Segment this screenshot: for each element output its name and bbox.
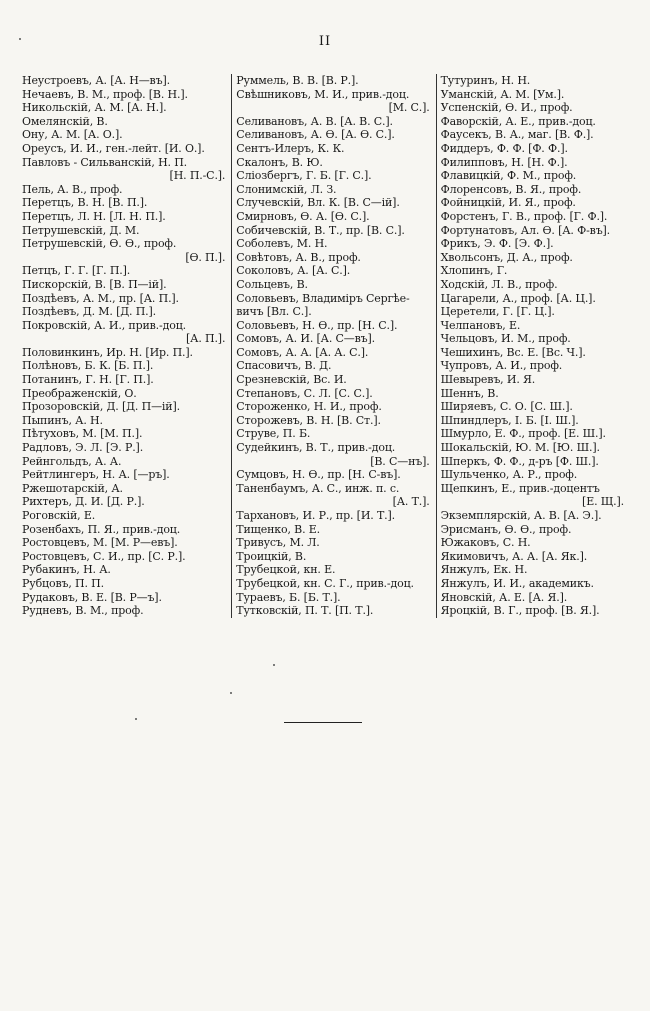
list-entry: Флоренсовъ, В. Я., проф. [440, 182, 582, 196]
list-entry: [В. С—нъ]. [370, 454, 430, 468]
contributors-list [22, 74, 626, 618]
list-entry: Рубцовъ, П. П. [22, 576, 104, 590]
list-entry: Ореусъ, И. И., ген.-лейт. [И. О.]. [22, 141, 205, 155]
list-entry: Сомовъ, А. А. [А. А. С.]. [236, 345, 369, 359]
list-entry: Ону, А. М. [А. О.]. [22, 128, 123, 142]
list-entry: Якимовичъ, А. А. [А. Як.]. [440, 549, 588, 563]
list-entry: Полѣновъ, Б. К. [Б. П.]. [22, 359, 154, 373]
list-entry: Фаворскій, А. Е., прив.-доц. [440, 114, 596, 128]
list-entry: Эрисманъ, Ѳ. Ѳ., проф. [440, 522, 572, 536]
list-entry: Преображенскій, О. [22, 386, 137, 400]
list-entry: Яроцкій, В. Г., проф. [В. Я.]. [440, 604, 600, 618]
speck [135, 718, 137, 720]
list-entry: Никольскій, А. М. [А. Н.]. [22, 101, 167, 115]
list-entry: Поздѣевъ, А. М., пр. [А. П.]. [22, 291, 179, 305]
list-entry: Рихтеръ, Д. И. [Д. Р.]. [22, 495, 145, 509]
list-entry: Шпиндлеръ, І. Б. [І. Ш.]. [440, 413, 579, 427]
list-entry: Половинкинъ, Ир. Н. [Ир. П.]. [22, 345, 193, 359]
list-entry: Селивановъ, А. В. [А. В. С.]. [236, 114, 393, 128]
list-entry: Хлопинъ, Г. [440, 264, 508, 278]
list-entry: [Н. П.-С.]. [169, 169, 226, 183]
list-entry: Шперкъ, Ф. Ф., д-ръ [Ф. Ш.]. [440, 454, 599, 468]
list-entry: Перетцъ, В. Н. [В. П.]. [22, 196, 148, 210]
list-entry: Тищенко, В. Е. [236, 522, 321, 536]
list-entry: Степановъ, С. Л. [С. С.]. [236, 386, 373, 400]
list-entry: Ходскій, Л. В., проф. [440, 277, 558, 291]
speck [19, 38, 21, 40]
list-entry: Янжулъ, Ек. Н. [440, 563, 528, 577]
column-3 [436, 74, 626, 618]
list-entry: Флавицкій, Ф. М., проф. [440, 169, 577, 183]
list-entry: Собичевскій, В. Т., пр. [В. С.]. [236, 223, 405, 237]
list-entry: Сумцовъ, Н. Ѳ., пр. [Н. С-въ]. [236, 468, 401, 482]
list-entry: Павловъ - Сильванскій, Н. П. [22, 155, 188, 169]
list-entry: Цагарели, А., проф. [А. Ц.]. [440, 291, 596, 305]
list-entry: Форстенъ, Г. В., проф. [Г. Ф.]. [440, 209, 608, 223]
list-entry: [М. С.]. [388, 101, 430, 115]
list-entry: Прозоровскій, Д. [Д. П—ій]. [22, 400, 180, 414]
list-entry: Шульченко, А. Р., проф. [440, 468, 578, 482]
list-entry: Ростовцевъ, М. [М. Р—евъ]. [22, 536, 178, 550]
list-entry: Шевыревъ, И. Я. [440, 373, 536, 387]
list-entry: Петцъ, Г. Г. [Г. П.]. [22, 264, 131, 278]
end-rule [284, 722, 362, 723]
list-entry: Случевскій, Вл. К. [В. С—ій]. [236, 196, 400, 210]
list-entry: Чупровъ, А. И., проф. [440, 359, 563, 373]
list-entry: [Ѳ. П.]. [185, 250, 226, 264]
list-entry: Фортунатовъ, Ал. Ѳ. [А. Ф-въ]. [440, 223, 611, 237]
list-entry: Покровскій, А. И., прив.-доц. [22, 318, 186, 332]
list-entry: Судейкинъ, В. Т., прив.-доц. [236, 441, 396, 455]
column-1 [22, 74, 231, 618]
list-entry: Фаусекъ, В. А., маг. [В. Ф.]. [440, 128, 594, 142]
list-entry: Трубецкой, кн. С. Г., прив.-доц. [236, 576, 414, 590]
list-entry: [Е. Щ.]. [582, 495, 624, 509]
list-entry: Розенбахъ, П. Я., прив.-доц. [22, 522, 181, 536]
list-entry: Соболевъ, М. Н. [236, 237, 328, 251]
list-entry: Хвольсонъ, Д. А., проф. [440, 250, 573, 264]
list-entry: Скалонъ, В. Ю. [236, 155, 323, 169]
list-entry: Струве, П. Б. [236, 427, 311, 441]
list-entry: Уманскій, А. М. [Ум.]. [440, 87, 565, 101]
list-entry: Рубакинъ, Н. А. [22, 563, 111, 577]
list-entry: Яновскій, А. Е. [А. Я.]. [440, 590, 568, 604]
list-entry: Рудневъ, В. М., проф. [22, 604, 144, 618]
list-entry: Роговскій, Е. [22, 509, 96, 522]
list-entry: Поздѣевъ, Д. М. [Д. П.]. [22, 305, 157, 319]
list-entry: Церетели, Г. [Г. Ц.]. [440, 305, 555, 319]
list-entry: Успенскій, Ѳ. И., проф. [440, 101, 573, 115]
list-entry: Южаковъ, С. Н. [440, 536, 531, 550]
list-entry: Селивановъ, А. Ѳ. [А. Ѳ. С.]. [236, 128, 395, 142]
list-entry: Экземплярскій, А. В. [А. Э.]. [440, 509, 602, 522]
list-entry: Сторожевъ, В. Н. [В. Ст.]. [236, 413, 381, 427]
list-entry: Трубецкой, кн. Е. [236, 563, 336, 577]
list-entry: Фиддеръ, Ф. Ф. [Ф. Ф.]. [440, 141, 568, 155]
list-entry: Сомовъ, А. И. [А. С—въ]. [236, 332, 376, 346]
list-entry: Потанинъ, Г. Н. [Г. П.]. [22, 373, 154, 387]
list-entry: Рейтлингеръ, Н. А. [—ръ]. [22, 468, 170, 482]
list-entry: Совѣтовъ, А. В., проф. [236, 250, 361, 264]
list-entry: Таненбаумъ, А. С., инж. п. с. [236, 481, 400, 495]
list-entry: Соколовъ, А. [А. С.]. [236, 264, 351, 278]
list-entry: Перетцъ, Л. Н. [Л. Н. П.]. [22, 209, 166, 223]
list-entry: [А. П.]. [186, 332, 226, 346]
list-entry: Срезневскій, Вс. И. [236, 373, 347, 387]
page-number: II [318, 34, 332, 49]
list-entry: Рейнгольдъ, А. А. [22, 454, 122, 468]
list-entry: Щепкинъ, Е., прив.-доцентъ [440, 481, 600, 495]
list-entry: Пыпинъ, А. Н. [22, 413, 103, 427]
list-entry: Соловьевъ, Владиміръ Сергѣе- [236, 291, 410, 305]
list-entry: Сліозбергъ, Г. Б. [Г. С.]. [236, 169, 372, 183]
list-entry: Тархановъ, И. Р., пр. [И. Т.]. [236, 509, 395, 522]
list-entry: Фрикъ, Э. Ф. [Э. Ф.]. [440, 237, 554, 251]
list-entry: Стороженко, Н. И., проф. [236, 400, 382, 414]
list-entry: Пискорскій, В. [В. П—ій]. [22, 277, 167, 291]
list-entry: Филипповъ, Н. [Н. Ф.]. [440, 155, 568, 169]
list-entry: Руммель, В. В. [В. Р.]. [236, 74, 359, 87]
list-entry: вичъ [Вл. С.]. [236, 305, 312, 319]
list-entry: Пѣтуховъ, М. [М. П.]. [22, 427, 143, 441]
list-entry: Рудаковъ, В. Е. [В. Р—ъ]. [22, 590, 162, 604]
list-entry: Ростовцевъ, С. И., пр. [С. Р.]. [22, 549, 186, 563]
list-entry: Сентъ-Илеръ, К. К. [236, 141, 345, 155]
list-entry: Чельцовъ, И. М., проф. [440, 332, 571, 346]
list-entry: Шеннъ, В. [440, 386, 499, 400]
list-entry: Пель, А. В., проф. [22, 182, 123, 196]
list-entry: Петрушевскій, Ѳ. Ѳ., проф. [22, 237, 177, 251]
list-entry: Ширяевъ, С. О. [С. Ш.]. [440, 400, 573, 414]
list-entry: Петрушевскій, Д. М. [22, 223, 140, 237]
list-entry: Фойницкій, И. Я., проф. [440, 196, 576, 210]
list-entry: Неустроевъ, А. [А. Н—въ]. [22, 74, 170, 87]
list-entry: Смирновъ, Ѳ. А. [Ѳ. С.]. [236, 209, 370, 223]
column-2 [231, 74, 435, 618]
list-entry: [А. Т.]. [392, 495, 430, 509]
list-entry: Соловьевъ, Н. Ѳ., пр. [Н. С.]. [236, 318, 398, 332]
list-entry: Спасовичъ, В. Д. [236, 359, 332, 373]
list-entry: Челпановъ, Е. [440, 318, 521, 332]
list-entry: Свѣшниковъ, М. И., прив.-доц. [236, 87, 410, 101]
list-entry: Нечаевъ, В. М., проф. [В. Н.]. [22, 87, 188, 101]
list-entry: Тривусъ, М. Л. [236, 536, 320, 550]
list-entry: Слонимскій, Л. З. [236, 182, 337, 196]
speck [273, 664, 275, 666]
list-entry: Чешихинъ, Вс. Е. [Вс. Ч.]. [440, 345, 586, 359]
list-entry: Шокальскій, Ю. М. [Ю. Ш.]. [440, 441, 600, 455]
list-entry: Шмурло, Е. Ф., проф. [Е. Ш.]. [440, 427, 606, 441]
list-entry: Тураевъ, Б. [Б. Т.]. [236, 590, 341, 604]
list-entry: Тутуринъ, Н. Н. [440, 74, 531, 87]
list-entry: Радловъ, Э. Л. [Э. Р.]. [22, 441, 144, 455]
list-entry: Ржешотарскій, А. [22, 481, 123, 495]
speck [230, 692, 232, 694]
list-entry: Янжулъ, И. И., академикъ. [440, 576, 594, 590]
list-entry: Тутковскій, П. Т. [П. Т.]. [236, 604, 374, 618]
list-entry: Омелянскій, В. [22, 114, 108, 128]
list-entry: Троицкій, В. [236, 549, 307, 563]
list-entry: Сольцевъ, В. [236, 277, 308, 291]
